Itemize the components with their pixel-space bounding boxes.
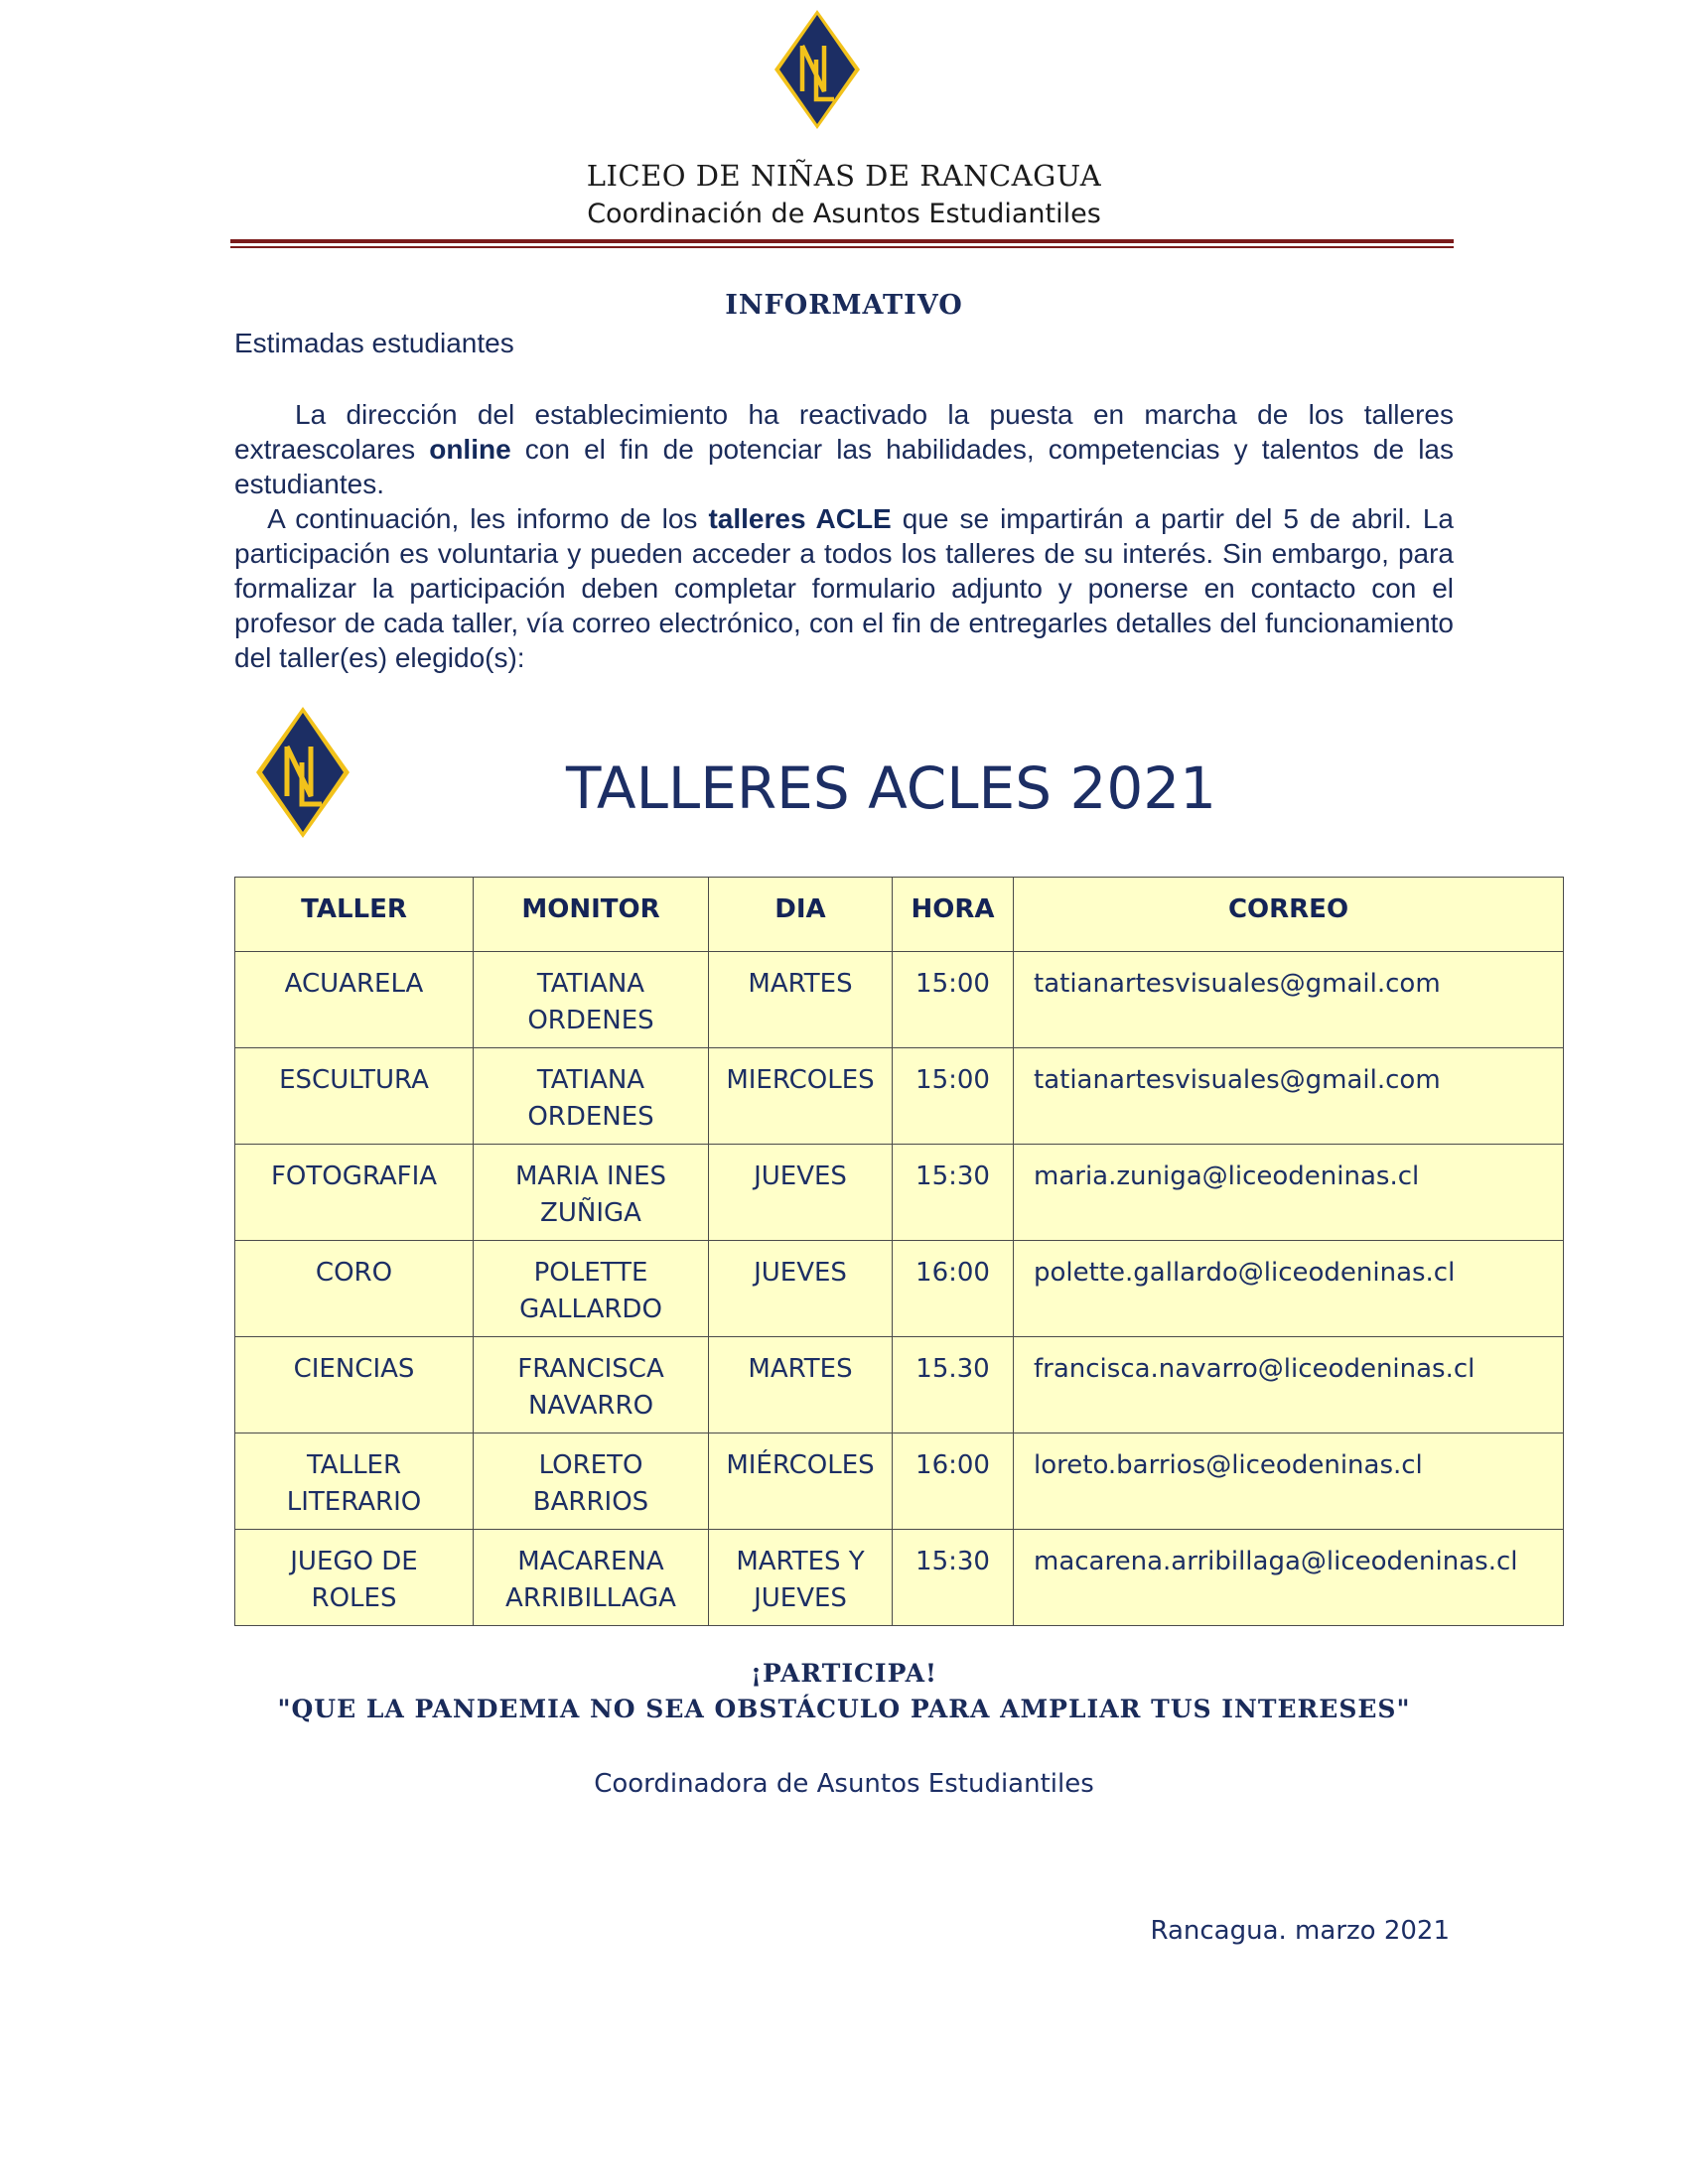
cell-hora: 16:00 xyxy=(893,1433,1014,1530)
cell-taller-line: CIENCIAS xyxy=(293,1354,415,1384)
cell-monitor-line: LORETO xyxy=(538,1450,643,1480)
cell-monitor xyxy=(474,1241,709,1337)
cell-dia-line: MARTES xyxy=(748,1354,853,1384)
cell-dia-line: MIERCOLES xyxy=(726,1065,875,1095)
table-row xyxy=(235,1145,1564,1241)
cell-monitor-line: ORDENES xyxy=(527,1006,654,1035)
cell-taller-line: LITERARIO xyxy=(286,1487,422,1517)
cell-taller-line: CORO xyxy=(315,1258,393,1288)
cell-monitor xyxy=(474,1048,709,1145)
cell-taller-line: JUEGO DE xyxy=(290,1547,418,1576)
cell-correo-email-link[interactable]: maria.zuniga@liceodeninas.cl xyxy=(1014,1145,1564,1241)
cell-correo-email-link[interactable]: tatianartesvisuales@gmail.com xyxy=(1014,1048,1564,1145)
cell-monitor-line: TATIANA xyxy=(536,969,645,999)
table-row xyxy=(235,1241,1564,1337)
cell-correo-email-link[interactable]: tatianartesvisuales@gmail.com xyxy=(1014,952,1564,1048)
table-row xyxy=(235,1433,1564,1530)
place-date: Rancagua. marzo 2021 xyxy=(1150,1916,1450,1946)
cell-dia xyxy=(709,1433,893,1530)
nl-diamond-logo-icon xyxy=(773,8,862,131)
cell-correo-email-link[interactable]: polette.gallardo@liceodeninas.cl xyxy=(1014,1241,1564,1337)
school-name: LICEO DE NIÑAS DE RANCAGUA xyxy=(586,159,1102,193)
cell-taller xyxy=(235,1530,474,1626)
cell-taller-line: ACUARELA xyxy=(284,969,424,999)
column-header-taller: TALLER xyxy=(235,878,474,952)
cell-monitor xyxy=(474,1145,709,1241)
cell-dia-line: JUEVES xyxy=(754,1161,847,1191)
table-title: TALLERES ACLES 2021 xyxy=(566,754,1217,822)
cell-taller xyxy=(235,1145,474,1241)
cell-taller-line: ROLES xyxy=(311,1583,397,1613)
salutation: Estimadas estudiantes xyxy=(234,328,514,358)
cell-monitor-line: MARIA INES xyxy=(514,1161,667,1191)
column-header-hora: HORA xyxy=(893,878,1014,952)
header-rule-thin xyxy=(230,246,1454,248)
cell-taller xyxy=(235,1337,474,1433)
details-text-bold: talleres ACLE xyxy=(708,503,892,534)
table-row xyxy=(235,1337,1564,1433)
header-rule xyxy=(230,239,1454,243)
department-name: Coordinación de Asuntos Estudiantiles xyxy=(587,199,1101,229)
cell-correo-email-link[interactable]: macarena.arribillaga@liceodeninas.cl xyxy=(1014,1530,1564,1626)
cell-monitor xyxy=(474,1433,709,1530)
details-text-b: que se impartirán a partir del 5 de abril. La participación es voluntaria y pueden acceder a todos los talleres de su interés. Sin embargo, para formalizar la participación deben completar formulario adjunto y ponerse en contacto con el profesor de cada taller, vía correo electrónico, con el fin de entregarles detalles del funcionamiento del taller(es) elegido(s): xyxy=(234,503,1455,673)
cell-correo-email-link[interactable]: loreto.barrios@liceodeninas.cl xyxy=(1014,1433,1564,1530)
workshops-table xyxy=(234,877,1564,1626)
table-header-row xyxy=(235,878,1564,952)
cell-taller-line: TALLER xyxy=(306,1450,402,1480)
cell-dia xyxy=(709,1145,893,1241)
cell-monitor-line: ARRIBILLAGA xyxy=(505,1583,676,1613)
cell-taller xyxy=(235,952,474,1048)
cell-hora: 15:00 xyxy=(893,1048,1014,1145)
table-row xyxy=(235,1530,1564,1626)
cell-hora: 16:00 xyxy=(893,1241,1014,1337)
intro-text-b: con el fin de potenciar las habilidades, competencias y talentos de las estudiantes. xyxy=(234,434,1454,499)
cell-hora: 15:00 xyxy=(893,952,1014,1048)
cell-dia-line: MIÉRCOLES xyxy=(726,1450,875,1480)
cell-hora: 15.30 xyxy=(893,1337,1014,1433)
details-text-a: A continuación, les informo de los xyxy=(267,503,709,534)
intro-text-a: La dirección del establecimiento ha reactivado la puesta en marcha de los talleres extraescolares xyxy=(234,399,1454,465)
column-header-monitor: MONITOR xyxy=(474,878,709,952)
details-paragraph xyxy=(234,501,1454,675)
cell-monitor-line: MACARENA xyxy=(517,1547,664,1576)
signature: Coordinadora de Asuntos Estudiantiles xyxy=(594,1769,1094,1799)
column-header-correo: CORREO xyxy=(1014,878,1564,952)
cell-monitor xyxy=(474,1530,709,1626)
cell-monitor xyxy=(474,952,709,1048)
cell-dia-line: MARTES xyxy=(748,969,853,999)
table-row xyxy=(235,1048,1564,1145)
cell-monitor-line: BARRIOS xyxy=(532,1487,649,1517)
cell-monitor-line: NAVARRO xyxy=(527,1391,654,1421)
cell-taller-line: FOTOGRAFIA xyxy=(270,1161,438,1191)
cell-dia-line: JUEVES xyxy=(754,1258,847,1288)
cell-monitor-line: POLETTE xyxy=(533,1258,648,1288)
cell-dia-line: JUEVES xyxy=(754,1583,847,1613)
cell-dia xyxy=(709,1530,893,1626)
table-row xyxy=(235,952,1564,1048)
cell-taller-line: ESCULTURA xyxy=(279,1065,429,1095)
cell-hora: 15:30 xyxy=(893,1145,1014,1241)
document-heading: INFORMATIVO xyxy=(725,290,963,321)
cell-monitor-line: ZUÑIGA xyxy=(540,1198,641,1228)
cell-dia xyxy=(709,952,893,1048)
cell-dia-line: MARTES Y xyxy=(736,1547,865,1576)
cell-taller xyxy=(235,1433,474,1530)
intro-paragraph xyxy=(234,397,1454,501)
cell-hora: 15:30 xyxy=(893,1530,1014,1626)
motto: "QUE LA PANDEMIA NO SEA OBSTÁCULO PARA AMPLIAR TUS INTERESES" xyxy=(277,1695,1411,1723)
cell-monitor-line: ORDENES xyxy=(527,1102,654,1132)
cell-dia xyxy=(709,1337,893,1433)
cell-monitor-line: FRANCISCA xyxy=(517,1354,664,1384)
column-header-dia: DIA xyxy=(709,878,893,952)
cell-monitor xyxy=(474,1337,709,1433)
cell-dia xyxy=(709,1048,893,1145)
call-to-action: ¡PARTICIPA! xyxy=(751,1659,937,1688)
cell-monitor-line: GALLARDO xyxy=(519,1295,662,1324)
intro-text-bold: online xyxy=(429,434,511,465)
cell-dia xyxy=(709,1241,893,1337)
cell-taller xyxy=(235,1048,474,1145)
cell-monitor-line: TATIANA xyxy=(536,1065,645,1095)
cell-taller xyxy=(235,1241,474,1337)
cell-correo-email-link[interactable]: francisca.navarro@liceodeninas.cl xyxy=(1014,1337,1564,1433)
